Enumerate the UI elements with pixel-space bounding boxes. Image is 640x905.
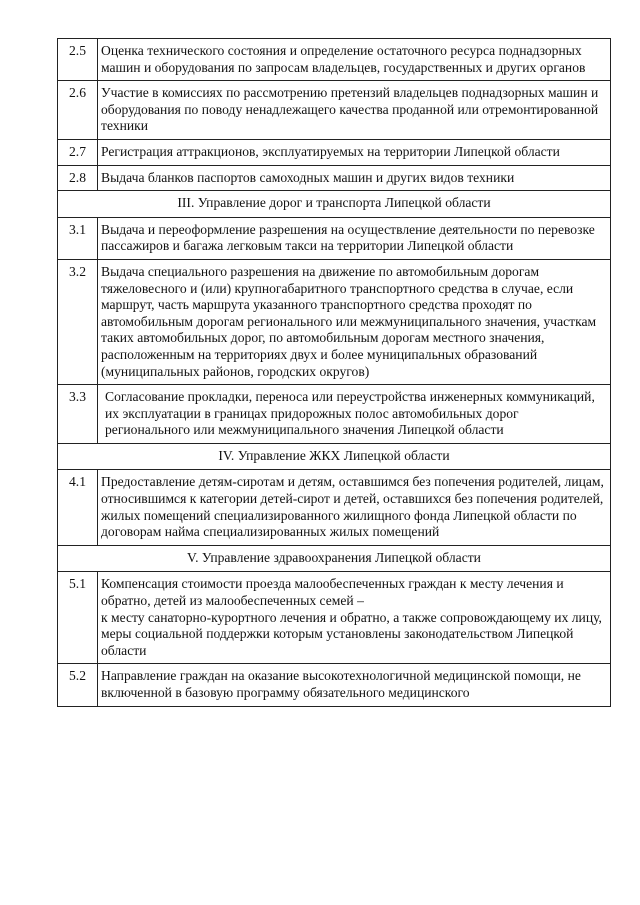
item-description: Предоставление детям-сиротам и детям, оставшимся без попечения родителей, лицам, относившимся к категории детей-сирот и детей, оставшихся без попечения родителей, жилых помещений специализированного жилищного фонда Липецкой области по договорам найма специализированных жилых помещений [98, 470, 611, 545]
item-number: 5.1 [58, 572, 98, 664]
item-number: 3.1 [58, 217, 98, 259]
item-description: Направление граждан на оказание высокотехнологичной медицинской помощи, не включенной в базовую программу обязательного медицинского [98, 664, 611, 706]
item-number: 3.2 [58, 259, 98, 384]
item-description: Выдача и переоформление разрешения на осуществление деятельности по перевозке пассажиров и багажа легковым такси на территории Липецкой области [98, 217, 611, 259]
table-row [58, 217, 611, 259]
section-heading: V. Управление здравоохранения Липецкой области [58, 545, 611, 572]
services-table [57, 38, 611, 707]
item-description: Согласование прокладки, переноса или переустройства инженерных коммуникаций, их эксплуатации в границах придорожных полос автомобильных дорог регионального или межмуниципального значения Липецкой области [98, 385, 611, 444]
item-description: Выдача специального разрешения на движение по автомобильным дорогам тяжеловесного и (или) крупногабаритного транспортного средства в случае, если маршрут, часть маршрута указанного транспортного средства проходят по автомобильным дорогам регионального или межмуниципального значения, участкам таких автомобильных дорог, по автомобильным дорогам местного значения, расположенным на территориях двух и более муниципальных образований (муниципальных районов, городских округов) [98, 259, 611, 384]
item-description: Компенсация стоимости проезда малообеспеченных граждан к месту лечения и обратно, детей из малообеспеченных семей – к месту санаторно-курортного лечения и обратно, а также сопровождающему их лицу, меры социальной поддержки которым установлены законодательством Липецкой области [98, 572, 611, 664]
table-row [58, 165, 611, 191]
item-number: 3.3 [58, 385, 98, 444]
item-number: 2.8 [58, 165, 98, 191]
table-row [58, 470, 611, 545]
item-description: Участие в комиссиях по рассмотрению претензий владельцев поднадзорных машин и оборудования по поводу ненадлежащего качества проданной или отремонтированной техники [98, 81, 611, 140]
section-heading: III. Управление дорог и транспорта Липецкой области [58, 191, 611, 218]
table-row [58, 139, 611, 165]
table-row [58, 572, 611, 664]
item-description: Выдача бланков паспортов самоходных машин и других видов техники [98, 165, 611, 191]
item-number: 2.7 [58, 139, 98, 165]
section-row [58, 545, 611, 572]
item-number: 4.1 [58, 470, 98, 545]
item-description: Регистрация аттракционов, эксплуатируемых на территории Липецкой области [98, 139, 611, 165]
item-number: 2.6 [58, 81, 98, 140]
table-row [58, 385, 611, 444]
table-row [58, 81, 611, 140]
table-row [58, 664, 611, 706]
item-description: Оценка технического состояния и определение остаточного ресурса поднадзорных машин и оборудования по запросам владельцев, государственных и других органов [98, 39, 611, 81]
document-page [57, 38, 611, 707]
table-row [58, 259, 611, 384]
table-row [58, 39, 611, 81]
section-row [58, 443, 611, 470]
section-row [58, 191, 611, 218]
item-number: 2.5 [58, 39, 98, 81]
section-heading: IV. Управление ЖКХ Липецкой области [58, 443, 611, 470]
item-number: 5.2 [58, 664, 98, 706]
